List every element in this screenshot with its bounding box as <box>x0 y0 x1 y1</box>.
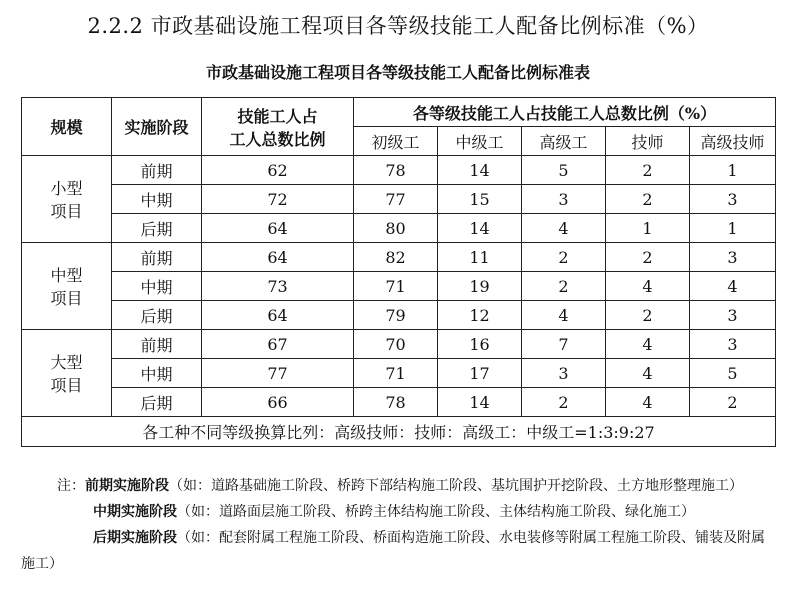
table-footer-row <box>22 417 776 447</box>
value-cell: 4 <box>606 272 690 301</box>
value-cell: 70 <box>354 330 438 359</box>
note-mid-text: （如：道路面层施工阶段、桥跨主体结构施工阶段、主体结构施工阶段、绿化施工） <box>177 504 695 520</box>
scale-line1: 中型 <box>50 266 83 285</box>
header-scale: 规模 <box>22 98 112 156</box>
note-mid-label: 中期实施阶段 <box>93 504 177 520</box>
value-cell: 15 <box>438 185 522 214</box>
value-cell: 71 <box>354 359 438 388</box>
value-cell: 7 <box>522 330 606 359</box>
value-cell: 2 <box>522 243 606 272</box>
ratio-cell: 73 <box>202 272 354 301</box>
header-ratio-line2: 工人总数比例 <box>229 129 326 149</box>
note-prefix: 注： <box>57 478 85 494</box>
header-grade: 初级工 <box>354 127 438 156</box>
value-cell: 2 <box>606 185 690 214</box>
section-heading: 2.2.2 市政基础设施工程项目各等级技能工人配备比例标准（%） <box>87 14 709 38</box>
value-cell: 82 <box>354 243 438 272</box>
scale-line1: 小型 <box>50 179 83 198</box>
scale-line2: 项目 <box>50 202 83 221</box>
value-cell: 2 <box>522 272 606 301</box>
table-row <box>22 243 776 272</box>
note-early <box>21 473 775 499</box>
value-cell: 5 <box>690 359 776 388</box>
value-cell: 1 <box>606 214 690 243</box>
value-cell: 2 <box>690 388 776 417</box>
value-cell: 17 <box>438 359 522 388</box>
ratio-cell: 77 <box>202 359 354 388</box>
note-late <box>21 525 775 577</box>
value-cell: 14 <box>438 388 522 417</box>
conversion-ratio-note: 各工种不同等级换算比列：高级技师：技师：高级工：中级工=1:3:9:27 <box>22 417 776 447</box>
header-grade: 技师 <box>606 127 690 156</box>
header-grade: 高级工 <box>522 127 606 156</box>
value-cell: 71 <box>354 272 438 301</box>
value-cell: 1 <box>690 214 776 243</box>
value-cell: 14 <box>438 214 522 243</box>
phase-cell: 前期 <box>112 243 202 272</box>
note-mid <box>21 499 775 525</box>
scale-line2: 项目 <box>50 376 83 395</box>
header-grade-group: 各等级技能工人占技能工人总数比例（%） <box>354 98 776 127</box>
ratio-cell: 64 <box>202 301 354 330</box>
note-late-label: 后期实施阶段 <box>93 530 177 546</box>
header-ratio <box>202 98 354 156</box>
phase-cell: 后期 <box>112 214 202 243</box>
header-grade: 中级工 <box>438 127 522 156</box>
table-row <box>22 156 776 185</box>
notes <box>21 473 775 577</box>
table-row <box>22 272 776 301</box>
ratio-table <box>21 97 776 447</box>
scale-line1: 大型 <box>50 353 83 372</box>
phase-cell: 后期 <box>112 388 202 417</box>
value-cell: 3 <box>522 359 606 388</box>
value-cell: 11 <box>438 243 522 272</box>
ratio-cell: 62 <box>202 156 354 185</box>
value-cell: 4 <box>690 272 776 301</box>
ratio-cell: 64 <box>202 214 354 243</box>
value-cell: 14 <box>438 156 522 185</box>
phase-cell: 前期 <box>112 156 202 185</box>
value-cell: 4 <box>606 388 690 417</box>
value-cell: 19 <box>438 272 522 301</box>
scale-cell <box>22 156 112 243</box>
value-cell: 1 <box>690 156 776 185</box>
value-cell: 3 <box>690 185 776 214</box>
value-cell: 78 <box>354 156 438 185</box>
value-cell: 3 <box>522 185 606 214</box>
scale-cell <box>22 330 112 417</box>
table-row <box>22 301 776 330</box>
value-cell: 4 <box>606 330 690 359</box>
value-cell: 3 <box>690 243 776 272</box>
table-row <box>22 214 776 243</box>
ratio-cell: 64 <box>202 243 354 272</box>
value-cell: 4 <box>606 359 690 388</box>
table-row <box>22 388 776 417</box>
table-row <box>22 185 776 214</box>
value-cell: 16 <box>438 330 522 359</box>
ratio-cell: 72 <box>202 185 354 214</box>
value-cell: 4 <box>522 301 606 330</box>
value-cell: 5 <box>522 156 606 185</box>
phase-cell: 中期 <box>112 185 202 214</box>
phase-cell: 前期 <box>112 330 202 359</box>
value-cell: 3 <box>690 330 776 359</box>
table-title: 市政基础设施工程项目各等级技能工人配备比例标准表 <box>205 63 590 82</box>
table-row <box>22 330 776 359</box>
value-cell: 3 <box>690 301 776 330</box>
scale-line2: 项目 <box>50 289 83 308</box>
phase-cell: 中期 <box>112 359 202 388</box>
ratio-cell: 67 <box>202 330 354 359</box>
ratio-cell: 66 <box>202 388 354 417</box>
header-phase: 实施阶段 <box>112 98 202 156</box>
value-cell: 2 <box>606 301 690 330</box>
note-early-text: （如：道路基础施工阶段、桥跨下部结构施工阶段、基坑围护开挖阶段、土方地形整理施工） <box>169 478 743 494</box>
value-cell: 2 <box>522 388 606 417</box>
header-grade: 高级技师 <box>690 127 776 156</box>
header-ratio-line1: 技能工人占 <box>237 106 318 126</box>
value-cell: 4 <box>522 214 606 243</box>
value-cell: 12 <box>438 301 522 330</box>
phase-cell: 后期 <box>112 301 202 330</box>
phase-cell: 中期 <box>112 272 202 301</box>
value-cell: 79 <box>354 301 438 330</box>
table-row <box>22 359 776 388</box>
note-early-label: 前期实施阶段 <box>85 478 169 494</box>
value-cell: 77 <box>354 185 438 214</box>
note-late-text: （如：配套附属工程施工阶段、桥面构造施工阶段、水电装修等附属工程施工阶段、铺装及附属施工） <box>21 530 765 572</box>
value-cell: 78 <box>354 388 438 417</box>
value-cell: 80 <box>354 214 438 243</box>
value-cell: 2 <box>606 243 690 272</box>
value-cell: 2 <box>606 156 690 185</box>
scale-cell <box>22 243 112 330</box>
